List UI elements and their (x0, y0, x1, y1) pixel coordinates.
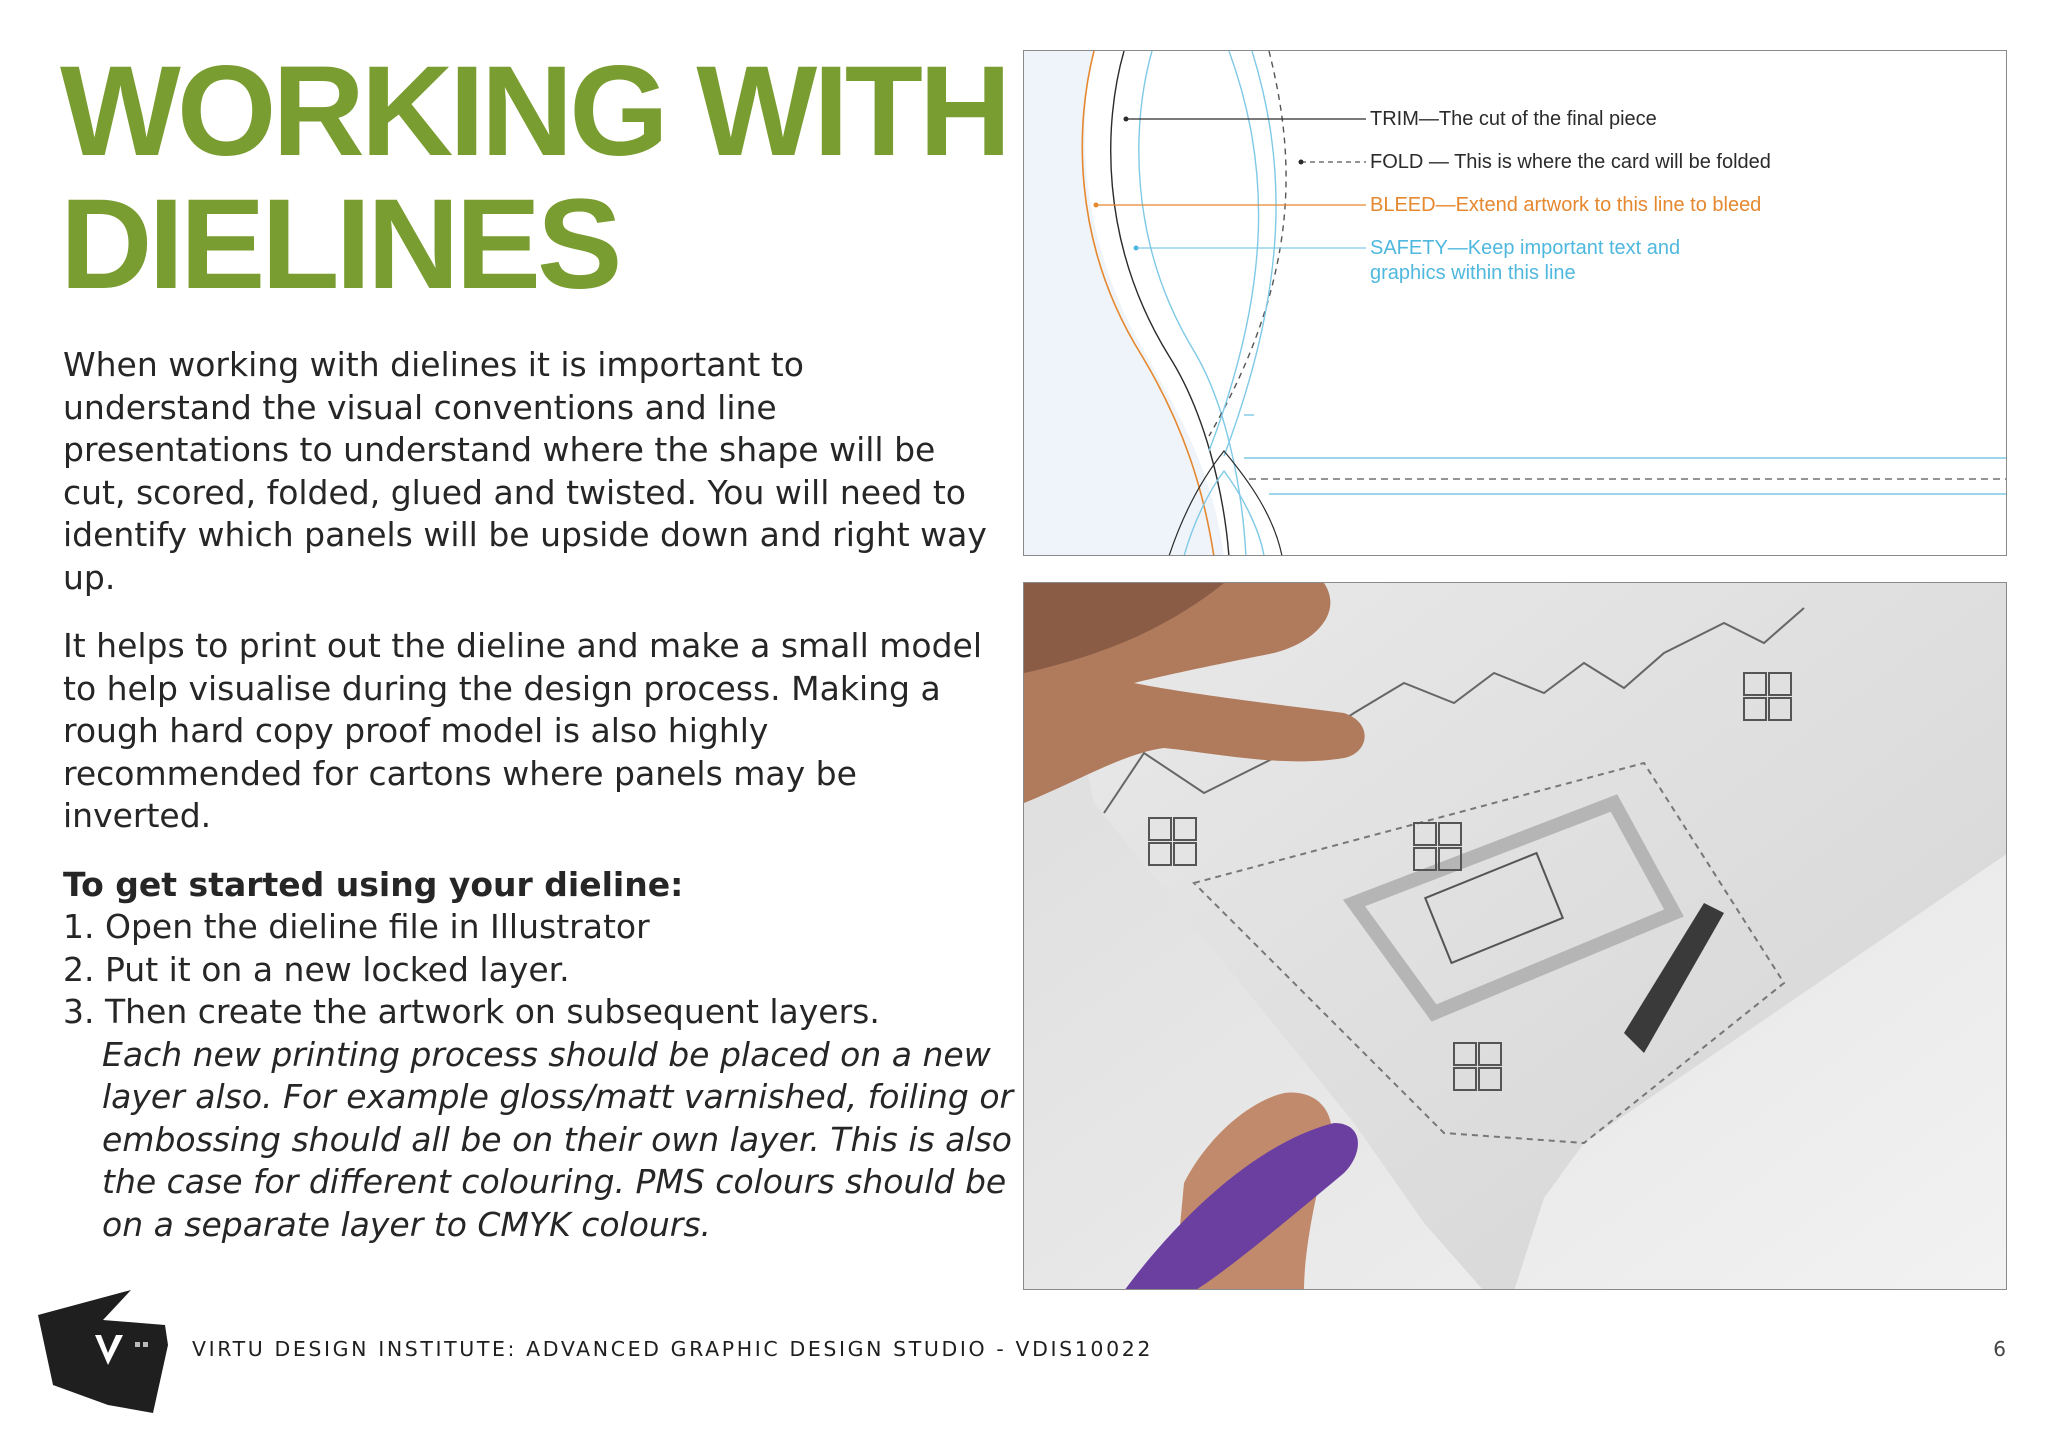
legend-fold: FOLD — This is where the card will be folded (1370, 151, 1771, 173)
step-item: 2. Put it on a new locked layer. (63, 949, 570, 989)
page-title (60, 40, 1020, 316)
model-photo-illustration (1024, 583, 2007, 1290)
layer-note (63, 1034, 1014, 1247)
legend-safety (1370, 236, 1680, 286)
legend-trim: TRIM—The cut of the final piece (1370, 108, 1657, 130)
intro-paragraph-1: When working with dielines it is important to understand the visual conventions and line presentations to understand where the shape will be cut, scored, folded, glued and twisted. You will need to identify which panels will be upside down and right way up. (63, 345, 987, 597)
page-number: 6 (1993, 1337, 2006, 1361)
note-line: layer also. For example gloss/matt varnished, foiling or (102, 1077, 1014, 1116)
virtu-logo (33, 1285, 173, 1417)
steps-heading: To get started using your dieline: (63, 864, 684, 904)
note-line: on a separate layer to CMYK colours. (102, 1204, 712, 1244)
legend-safety-line-2: graphics within this line (1370, 262, 1576, 284)
legend-safety-line-1: SAFETY—Keep important text and (1370, 237, 1681, 259)
footer-institute: VIRTU DESIGN INSTITUTE: ADVANCED GRAPHIC DESIGN STUDIO - VDIS10022 (192, 1337, 1153, 1361)
page-title-line-2: DIELINES (60, 173, 619, 316)
note-line: embossing should all be on their own layer. This is also (102, 1119, 1012, 1159)
intro-paragraph-2: It helps to print out the dieline and make a small model to help visualise during the design process. Making a rough hard copy proof model is also highly recommended for cartons where panels may be inverted. (63, 626, 982, 835)
steps-list (63, 906, 1003, 1034)
step-item: 1. Open the dieline file in Illustrator (63, 907, 650, 946)
note-line: Each new printing process should be placed on a new (102, 1034, 991, 1074)
step-item: 3. Then create the artwork on subsequent layers. (63, 992, 880, 1031)
body-text (63, 344, 1014, 1246)
legend-bleed: BLEED—Extend artwork to this line to bleed (1370, 194, 1762, 216)
model-photo (1023, 582, 2007, 1290)
page-title-line-1: WORKING WITH (60, 40, 1008, 183)
dieline-diagram (1023, 50, 2007, 556)
note-line: the case for different colouring. PMS colours should be (102, 1162, 1007, 1201)
